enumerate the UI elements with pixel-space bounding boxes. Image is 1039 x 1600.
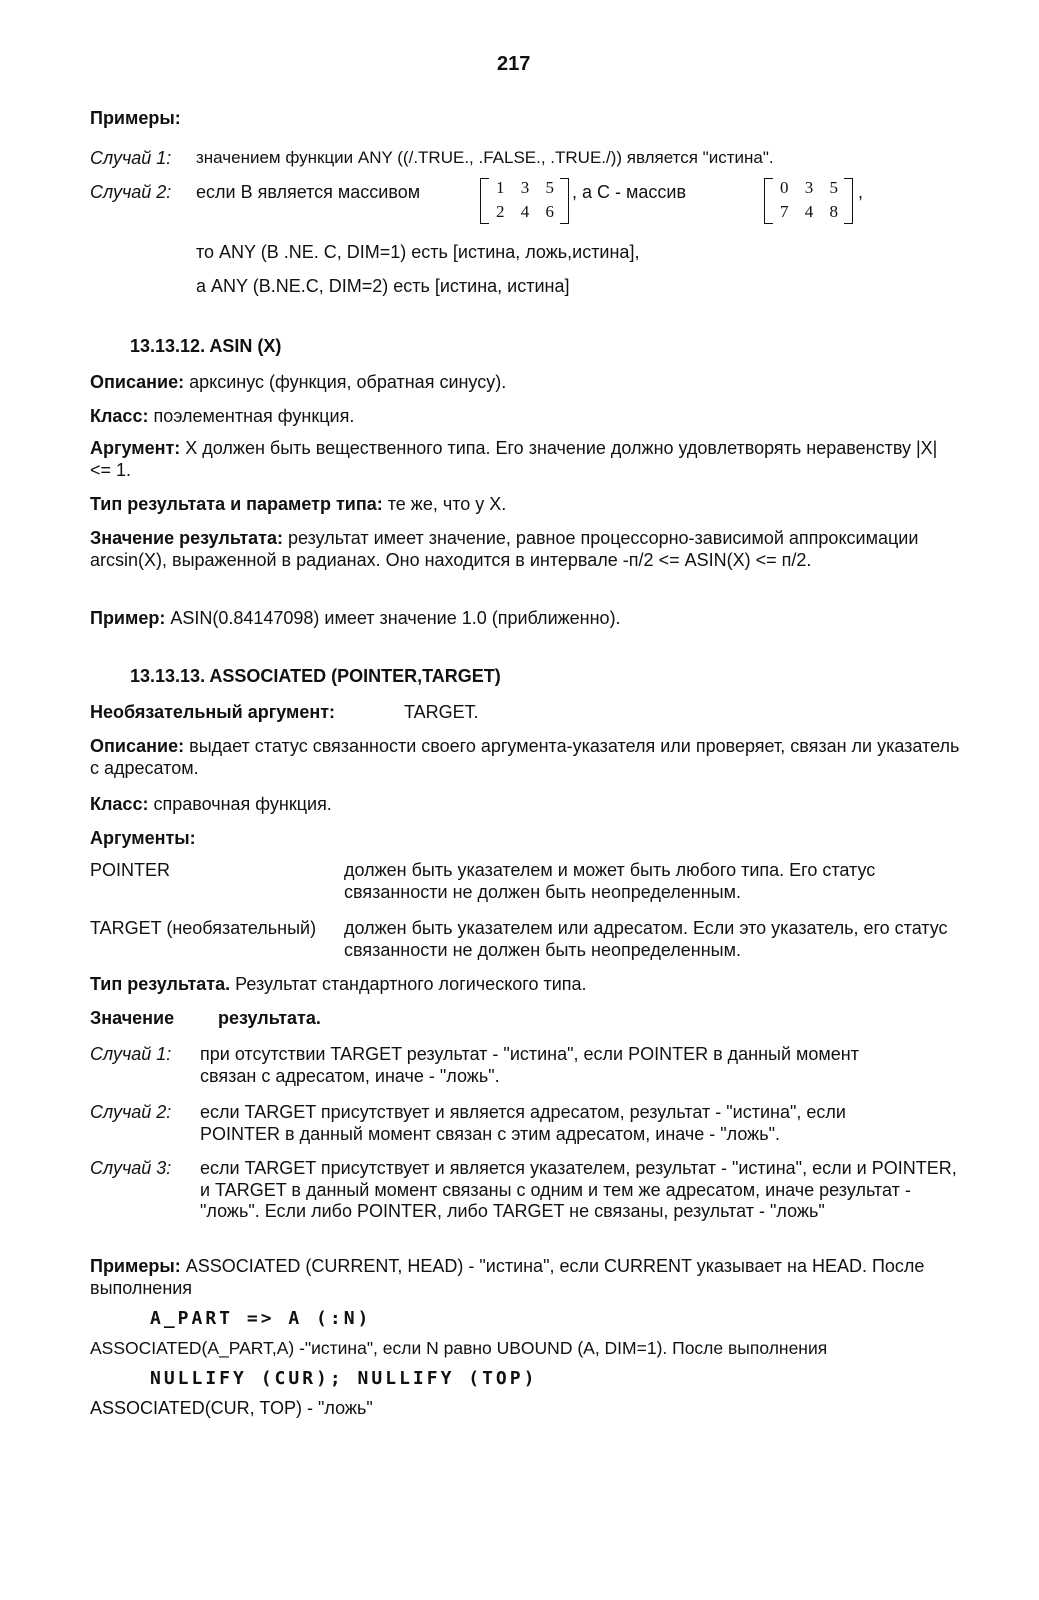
- assoc-case2-label: Случай 2:: [90, 1102, 172, 1122]
- assoc-case3-label: Случай 3:: [90, 1158, 172, 1178]
- asin-heading: 13.13.12. ASIN (X): [130, 336, 282, 356]
- asin-desc-label: Описание:: [90, 372, 185, 392]
- assoc-line-after-2: ASSOCIATED(CUR, TOP) - "ложь": [90, 1398, 373, 1418]
- asin-resval-label: Значение результата:: [90, 528, 283, 548]
- arg1-text: должен быть указателем и может быть любого типа. Его статус связанности не должен быть неопределенным.: [344, 860, 876, 902]
- case2-text-a: если B является массивом: [196, 182, 421, 202]
- asin-argument: [90, 438, 940, 481]
- asin-arg-label: Аргумент:: [90, 438, 181, 458]
- any-line-1: то ANY (B .NE. C, DIM=1) есть [истина, ложь,истина],: [196, 242, 640, 262]
- case1-text: значением функции ANY ((/.TRUE., .FALSE., .TRUE./)) является "истина".: [196, 148, 774, 167]
- asin-result-type: [90, 494, 506, 516]
- assoc-args-heading: Аргументы:: [90, 828, 196, 848]
- matrix-b: [496, 176, 560, 224]
- arg1-name: POINTER: [90, 860, 171, 880]
- asin-desc-text: арксинус (функция, обратная синусу).: [184, 372, 507, 392]
- examples-heading: Примеры:: [90, 108, 181, 128]
- assoc-optional-arg: [90, 702, 335, 724]
- asin-restype-label: Тип результата и параметр типа:: [90, 494, 383, 514]
- case1-label: Случай 1:: [90, 148, 172, 168]
- asin-arg-text: X должен быть вещественного типа. Его значение должно удовлетворять неравенству |X| <= 1.: [90, 438, 938, 480]
- code-line-1: A_PART => A (:N): [150, 1308, 372, 1329]
- matrix-b-row-2: 2 4 6: [496, 202, 560, 221]
- matrix-c: [780, 176, 844, 224]
- asin-result-value: [90, 528, 940, 571]
- assoc-result-type: [90, 974, 587, 996]
- arg2-text: должен быть указателем или адресатом. Если это указатель, его статус связанности не должен быть неопределенным.: [344, 918, 948, 960]
- asin-example-text: ASIN(0.84147098) имеет значение 1.0 (приближенно).: [165, 608, 621, 628]
- case2-label: Случай 2:: [90, 182, 172, 202]
- assoc-case2-text: если TARGET присутствует и является адресатом, результат - "истина", если POINTER в данный момент связан с этим адресатом, иначе - "ложь".: [200, 1102, 846, 1144]
- assoc-examples-text: ASSOCIATED (CURRENT, HEAD) - "истина", если CURRENT указывает на HEAD. После выполнения: [90, 1256, 925, 1298]
- asin-restype-text: те же, что у X.: [382, 494, 507, 514]
- matrix-b-left-bracket: [480, 178, 489, 224]
- assoc-heading: 13.13.13. ASSOCIATED (POINTER,TARGET): [130, 666, 501, 686]
- assoc-class-text: справочная функция.: [148, 794, 332, 814]
- assoc-examples: [90, 1256, 960, 1299]
- any-line-2: а ANY (B.NE.C, DIM=2) есть [истина, истина]: [196, 276, 570, 296]
- matrix-c-row-1: 0 3 5: [780, 178, 844, 197]
- arg2-name: TARGET (необязательный): [90, 918, 317, 938]
- page-number: 217: [497, 53, 531, 75]
- assoc-desc-label: Описание:: [90, 736, 185, 756]
- asin-example-label: Пример:: [90, 608, 166, 628]
- asin-class-label: Класс:: [90, 406, 149, 426]
- asin-class: [90, 406, 354, 428]
- assoc-resval-label: Значение: [90, 1008, 175, 1028]
- assoc-optarg-label: Необязательный аргумент:: [90, 702, 336, 722]
- assoc-optarg-text: TARGET.: [404, 702, 479, 722]
- assoc-class-label: Класс:: [90, 794, 149, 814]
- assoc-case3-text: если TARGET присутствует и является указателем, результат - "истина", если и POINTER, и TARGET в данный момент связаны с одним и тем же адресатом, иначе результат - "ложь". Если либо POINTER, либо TARGET не связаны, результат - "ложь": [200, 1158, 957, 1222]
- asin-resval-text: результат имеет значение, равное процессорно-зависимой аппроксимации arcsin(X), выраженной в радианах. Оно находится в интервале -п/2 <= ASIN(X) <= п/2.: [90, 528, 919, 570]
- assoc-examples-label: Примеры:: [90, 1256, 181, 1276]
- case2-end: ,: [858, 182, 864, 202]
- assoc-line-after-1: ASSOCIATED(A_PART,A) -"истина", если N равно UBOUND (A, DIM=1). После выполнения: [90, 1338, 828, 1358]
- matrix-c-row-2: 7 4 8: [780, 202, 844, 221]
- matrix-b-right-bracket: [560, 178, 569, 224]
- case2-text-b: , а C - массив: [572, 182, 687, 202]
- assoc-class: [90, 794, 332, 816]
- matrix-c-left-bracket: [764, 178, 773, 224]
- asin-description: [90, 372, 506, 394]
- matrix-b-row-1: 1 3 5: [496, 178, 560, 197]
- asin-example: [90, 608, 621, 630]
- assoc-restype-label: Тип результата.: [90, 974, 231, 994]
- assoc-desc-text: выдает статус связанности своего аргумента-указателя или проверяет, связан ли указатель с адресатом.: [90, 736, 960, 778]
- assoc-case1-text: при отсутствии TARGET результат - "истина", если POINTER в данный момент связан с адресатом, иначе - "ложь".: [200, 1044, 859, 1086]
- asin-class-text: поэлементная функция.: [148, 406, 355, 426]
- matrix-c-right-bracket: [844, 178, 853, 224]
- assoc-restype-text: Результат стандартного логического типа.: [230, 974, 587, 994]
- assoc-resval-label-2: результата.: [218, 1008, 321, 1028]
- assoc-case1-label: Случай 1:: [90, 1044, 172, 1064]
- assoc-description: [90, 736, 960, 779]
- code-line-2: NULLIFY (CUR); NULLIFY (TOP): [150, 1368, 538, 1389]
